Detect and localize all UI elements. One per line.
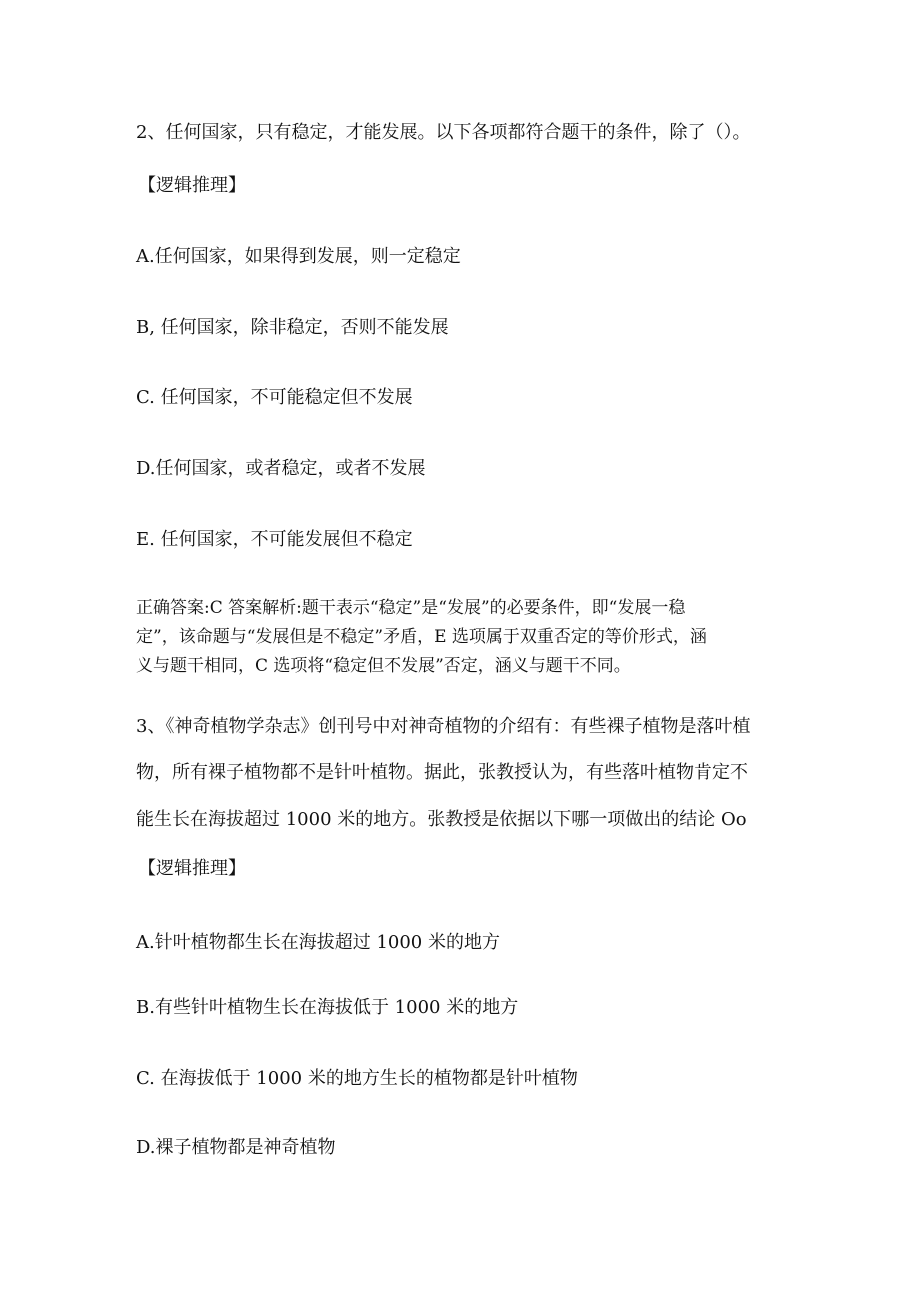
answer-line: 义与题干相同，C 选项将“稳定但不发展”否定，涵义与题干不同。 [136,656,631,676]
question-3-stem-line-3: 能生长在海拔超过 1000 米的地方。张教授是依据以下哪一项做出的结论 Oo [136,809,747,830]
question-3-option-c: C. 在海拔低于 1000 米的地方生长的植物都是针叶植物 [136,1068,578,1089]
question-3-option-b: B.有些针叶植物生长在海拔低于 1000 米的地方 [136,997,519,1018]
question-3-category-tag: 【逻辑推理】 [138,858,246,879]
question-2-option-e: E. 任何国家，不可能发展但不稳定 [136,529,413,550]
answer-line: 定”，该命题与“发展但是不稳定”矛盾，E 选项属于双重否定的等价形式，涵 [136,627,707,647]
question-3-option-d: D.裸子植物都是神奇植物 [136,1137,336,1158]
question-2-answer-explanation [136,594,786,681]
question-2-category-tag: 【逻辑推理】 [138,175,246,196]
question-2-stem: 2、任何国家，只有稳定，才能发展。以下各项都符合题干的条件，除了（）。 [136,122,751,143]
question-3-stem-line-2: 物，所有裸子植物都不是针叶植物。据此，张教授认为，有些落叶植物肯定不 [136,762,748,783]
answer-line: 正确答案:C 答案解析:题干表示“稳定”是“发展”的必要条件，即“发展一稳 [136,598,686,618]
question-2-option-d: D.任何国家，或者稳定，或者不发展 [136,458,426,479]
question-3-stem-line-1: 3、《神奇植物学杂志》创刊号中对神奇植物的介绍有：有些裸子植物是落叶植 [136,716,751,737]
question-2-option-c: C. 任何国家，不可能稳定但不发展 [136,387,413,408]
question-2-option-a: A.任何国家，如果得到发展，则一定稳定 [136,246,461,267]
question-2-option-b: B, 任何国家，除非稳定，否则不能发展 [136,317,449,338]
question-3-option-a: A.针叶植物都生长在海拔超过 1000 米的地方 [136,932,500,953]
